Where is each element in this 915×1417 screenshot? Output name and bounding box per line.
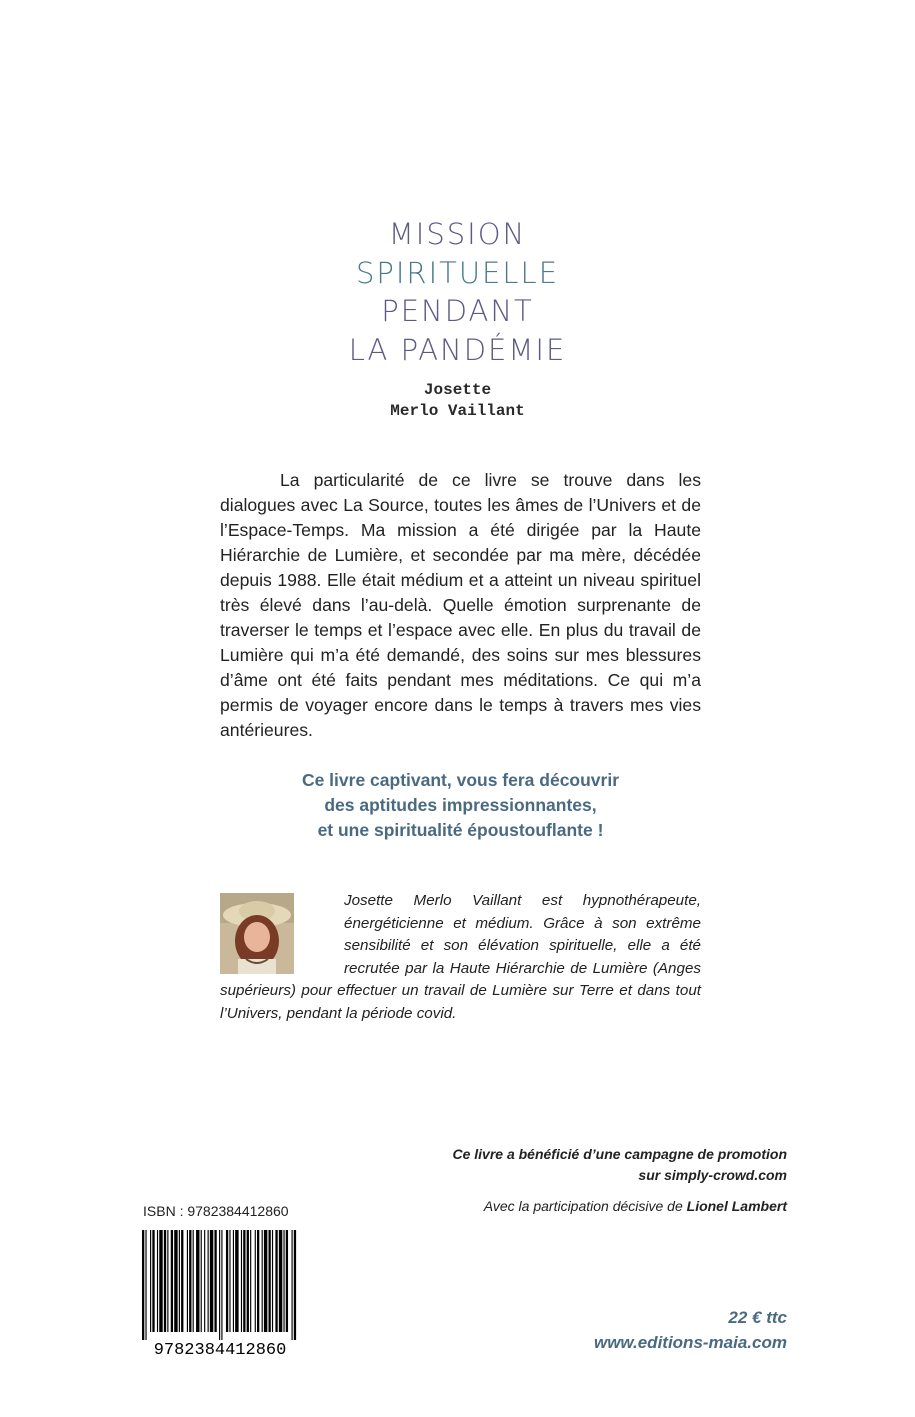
back-cover-summary: La particularité de ce livre se trouve dans les dialogues avec La Source, toutes les âmes de l’Univers et de l’Espace-Temps. Ma mission a été dirigée par la Haute Hiérarchie de Lumière, et secondée par ma mère, décédée depuis 1988. Elle était médium et a atteint un niveau spirituel très élevé dans l’au-delà. Quelle émotion surprenante de traverser le temps et l’espace avec elle. En plus du travail de Lumière qui m’a été demandé, des soins sur mes blessures d’âme ont été faits pendant mes méditations. Ce qui m’a permis de voyager encore dans le temps à travers mes vies antérieures. <box>220 470 701 740</box>
isbn-barcode <box>140 1230 300 1356</box>
author-name <box>0 380 915 422</box>
barcode-bar <box>152 1230 154 1332</box>
barcode-bar <box>210 1230 213 1332</box>
barcode-bar <box>294 1230 296 1340</box>
barcode-bar <box>179 1230 180 1332</box>
partner-name: Lionel Lambert <box>686 1198 787 1214</box>
barcode-bar <box>159 1230 162 1332</box>
barcode-bar <box>193 1230 194 1332</box>
barcode-bar <box>279 1230 282 1332</box>
barcode-bar <box>189 1230 191 1332</box>
partner-note <box>347 1196 787 1217</box>
tagline-line-3: et une spiritualité époustouflante ! <box>317 820 604 840</box>
tagline-line-1: Ce livre captivant, vous fera découvrir <box>301 770 620 790</box>
barcode-bar <box>204 1230 205 1332</box>
barcode-bar <box>292 1230 293 1340</box>
isbn-label: ISBN : 9782384412860 <box>143 1203 289 1219</box>
barcode-bar <box>208 1230 209 1332</box>
tagline-line-2: des aptitudes impressionnantes, <box>324 795 597 815</box>
partner-prefix: Avec la participation décisive de <box>483 1198 683 1214</box>
promo-note <box>347 1144 787 1186</box>
barcode-bar <box>187 1230 188 1332</box>
promo-line-2: sur simply-crowd.com <box>638 1167 787 1183</box>
barcode-digits: 9782384412860 <box>153 1341 287 1356</box>
title-line-1: MISSION <box>388 217 527 251</box>
barcode-bar <box>241 1230 242 1332</box>
barcode-bar <box>167 1230 168 1332</box>
barcode-bar <box>157 1230 158 1332</box>
book-title <box>0 215 915 369</box>
barcode-bar <box>233 1230 234 1332</box>
barcode-bar <box>286 1230 288 1332</box>
promo-line-1: Ce livre a bénéficié d’une campagne de promotion <box>452 1146 787 1162</box>
barcode-bar <box>181 1230 183 1332</box>
barcode-bar <box>264 1230 267 1332</box>
title-line-2: SPIRITUELLE <box>355 255 560 290</box>
barcode-bar <box>214 1230 216 1332</box>
author-bio-text: Josette Merlo Vaillant est hypnothérapeute, énergéticienne et médium. Grâce à son extrême sensibilité et son élévation spirituelle, elle a été recrutée par la Haute Hiérarchie de Lumière (Anges supérieurs) pour effectuer un travail de Lumière sur Terre et dans tout l’Univers, pendant la période covid. <box>220 892 701 1022</box>
barcode-bar <box>250 1230 251 1332</box>
publisher-website: www.editions-maia.com <box>593 1333 787 1352</box>
barcode-bar <box>142 1230 144 1340</box>
barcode-bar <box>257 1230 259 1332</box>
barcode-bar <box>201 1230 202 1332</box>
barcode-bar <box>226 1230 228 1332</box>
price: 22 € ttc <box>728 1308 787 1327</box>
barcode-bar <box>174 1230 177 1332</box>
barcode-bar <box>196 1230 199 1332</box>
barcode-bar <box>221 1230 222 1340</box>
author-bio <box>220 890 701 1026</box>
barcode-bar <box>145 1230 146 1340</box>
barcode-bar <box>255 1230 256 1332</box>
barcode-bar <box>272 1230 273 1332</box>
barcode-bar <box>269 1230 271 1332</box>
author-last-name: Merlo Vaillant <box>390 402 525 420</box>
title-line-3: PENDANT <box>381 294 534 328</box>
barcode-bar <box>219 1230 220 1340</box>
barcode-bar <box>164 1230 166 1332</box>
title-line-4: LA PANDÉMIE <box>348 332 567 367</box>
author-first-name: Josette <box>423 381 492 399</box>
barcode-bar <box>247 1230 249 1332</box>
barcode-bar <box>171 1230 173 1332</box>
barcode-bar <box>275 1230 277 1332</box>
barcode-bar <box>235 1230 238 1332</box>
barcode-bar <box>229 1230 230 1332</box>
barcode-bar <box>150 1230 151 1332</box>
barcode-bar <box>283 1230 284 1332</box>
barcode-bar <box>243 1230 245 1332</box>
barcode-bar <box>262 1230 263 1332</box>
tagline <box>220 768 701 843</box>
